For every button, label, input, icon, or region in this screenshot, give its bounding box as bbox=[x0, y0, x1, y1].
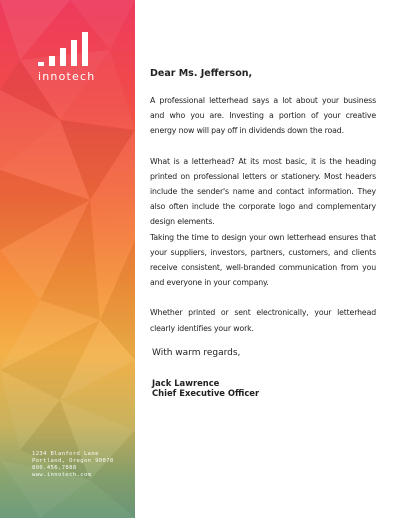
signature-block bbox=[152, 378, 376, 398]
address-street: 1234 Blanford Lane bbox=[32, 451, 99, 457]
closing: With warm regards, bbox=[152, 347, 241, 358]
paragraph-definition: What is a letterhead? At its most basic, it is the heading printed on professional letters or stationery. Most headers include the sender's name and contact information. They also often include the corporate logo and complementary design elements. bbox=[150, 156, 376, 227]
logo-text: innotech bbox=[38, 70, 96, 83]
company-address bbox=[32, 451, 114, 479]
letter-body bbox=[150, 68, 376, 398]
signer-title: Chief Executive Officer bbox=[152, 387, 260, 398]
paragraph-conclusion: Whether printed or sent electronically, your letterhead clearly identifies your work. bbox=[150, 308, 376, 333]
bar-chart-logo-icon bbox=[38, 30, 90, 68]
signer-name: Jack Lawrence bbox=[152, 377, 220, 388]
address-website: www.innotech.com bbox=[32, 472, 92, 478]
paragraph-benefits: Taking the time to design your own letterhead ensures that your suppliers, investors, partners, customers, and clients receive consistent, well-branded communication from you and everyone in your company. bbox=[150, 232, 376, 288]
paragraph-intro: A professional letterhead says a lot about your business and who you are. Investing a portion of your creative energy now will pay off in dividends down the road. bbox=[150, 96, 376, 136]
salutation: Dear Ms. Jefferson, bbox=[150, 68, 253, 79]
address-phone: 800.456.7888 bbox=[32, 465, 77, 471]
letterhead-sidebar bbox=[0, 0, 135, 518]
address-city: Portland, Oregon 90078 bbox=[32, 458, 114, 464]
